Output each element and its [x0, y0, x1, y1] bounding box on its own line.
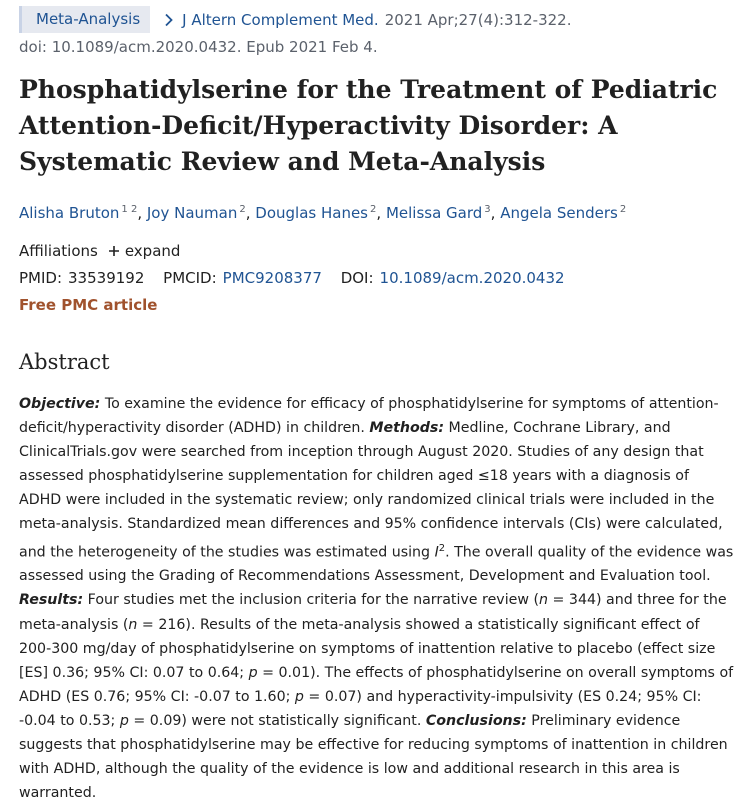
affiliation-ref[interactable]: 1 2	[121, 204, 138, 215]
pmid-value: 33539192	[68, 269, 145, 287]
pmcid-label: PMCID:	[163, 269, 217, 287]
journal-name: J Altern Complement Med.	[182, 10, 379, 29]
doi-link[interactable]: 10.1089/acm.2020.0432	[379, 269, 565, 287]
results-segment: = 0.01). The effects of phosphatidylserine on overall symptoms of ADHD (ES 0.76; 95% CI: -0.07 to 1.60;	[19, 664, 734, 705]
results-segment: = 0.07) and hyperactivity-impulsivity (ES 0.24; 95% CI: -0.04 to 0.53;	[19, 688, 702, 729]
results-heading: Results:	[19, 592, 84, 609]
results-segment: = 0.09) were not statistically significant.	[128, 712, 426, 729]
identifiers-row	[19, 269, 565, 287]
author-link[interactable]: Angela Senders	[500, 204, 618, 222]
publication-info: 2021 Apr;27(4):312-322.	[384, 10, 572, 29]
affiliations-label: Affiliations	[19, 242, 98, 260]
methods-text: Medline, Cochrane Library, and ClinicalTrials.gov were searched from inception through August 2020. Studies of any design that assessed phosphatidylserine supplementation for children aged ≤18 years with a diagnosis of ADHD were included in the systematic review; only randomized clinical trials were included in the meta-analysis. Standardized mean differences and 95% confidence intervals (CIs) were calculated, and the heterogeneity of the studies was estimated using	[19, 420, 723, 561]
affiliation-ref[interactable]: 2	[239, 204, 246, 215]
conclusions-text: Preliminary evidence suggests that phosphatidylserine may be effective for reducing symptoms of inattention in children with ADHD, although the quality of the evidence is low and additional research in this area is warranted.	[19, 712, 728, 802]
free-pmc-article-badge: Free PMC article	[19, 296, 158, 314]
methods-heading: Methods:	[369, 420, 445, 437]
doi-epub-line: doi: 10.1089/acm.2020.0432. Epub 2021 Feb 4.	[19, 38, 378, 56]
abstract-text	[19, 392, 735, 805]
results-segment: Four studies met the inclusion criteria for the narrative review (	[83, 592, 540, 609]
results-text	[19, 592, 733, 728]
plus-icon	[108, 245, 120, 257]
journal-link[interactable]	[162, 11, 379, 29]
pmcid-link[interactable]: PMC9208377	[222, 269, 322, 287]
statistic-symbol: p	[248, 664, 258, 681]
affiliation-ref[interactable]: 3	[484, 204, 491, 215]
results-segment: = 216). Results of the meta-analysis showed a statistically significant effect of 200-300 mg/day of phosphatidylserine on symptoms of inattention relative to placebo (effect size [ES] 0.36; 95% CI: 0.07 to 0.64;	[19, 616, 716, 681]
article-title: Phosphatidylserine for the Treatment of Pediatric Attention-Deficit/Hyperactivity Disorder: A Systematic Review and Meta-Analysis	[19, 75, 718, 176]
affiliation-ref[interactable]: 2	[370, 204, 377, 215]
citation-header	[19, 6, 571, 33]
objective-heading: Objective:	[19, 396, 101, 412]
methods-text-cont: . The overall quality of the evidence was assessed using the Grading of Recommendations Assessment, Development and Evaluation tool.	[19, 544, 734, 585]
author-link[interactable]: Melissa Gard	[385, 204, 483, 222]
author-link[interactable]: Alisha Bruton	[19, 204, 120, 222]
expand-label: expand	[124, 242, 181, 260]
doi-label: DOI:	[340, 269, 374, 287]
results-segment: = 344) and three for the meta-analysis (	[19, 592, 727, 633]
statistic-symbol: n	[539, 592, 549, 609]
expand-affiliations-button[interactable]	[108, 242, 181, 260]
statistic-symbol: p	[119, 712, 129, 729]
i-squared-symbol: I	[434, 544, 439, 561]
abstract-heading: Abstract	[19, 350, 110, 374]
conclusions-heading: Conclusions:	[425, 712, 527, 729]
publication-type-badge[interactable]: Meta-Analysis	[19, 6, 150, 33]
author-link[interactable]: Douglas Hanes	[255, 204, 369, 222]
statistic-symbol: n	[128, 616, 138, 633]
affiliations-row	[19, 242, 180, 260]
statistic-symbol: p	[294, 688, 304, 705]
author-list: Alisha Bruton $^{1 2}$, Joy Nauman $^2$, Douglas Hanes $^2$, Melissa Gard $^3$, Angela Senders $^2$	[19, 204, 627, 222]
pmid-label: PMID:	[19, 269, 63, 287]
objective-text: To examine the evidence for efficacy of phosphatidylserine for symptoms of attention-deficit/hyperactivity disorder (ADHD) in children.	[19, 396, 719, 437]
author-link[interactable]: Joy Nauman	[146, 204, 238, 222]
chevron-right-icon	[162, 13, 176, 27]
affiliation-ref[interactable]: 2	[619, 204, 627, 215]
i-squared-exponent: 2	[438, 542, 446, 554]
